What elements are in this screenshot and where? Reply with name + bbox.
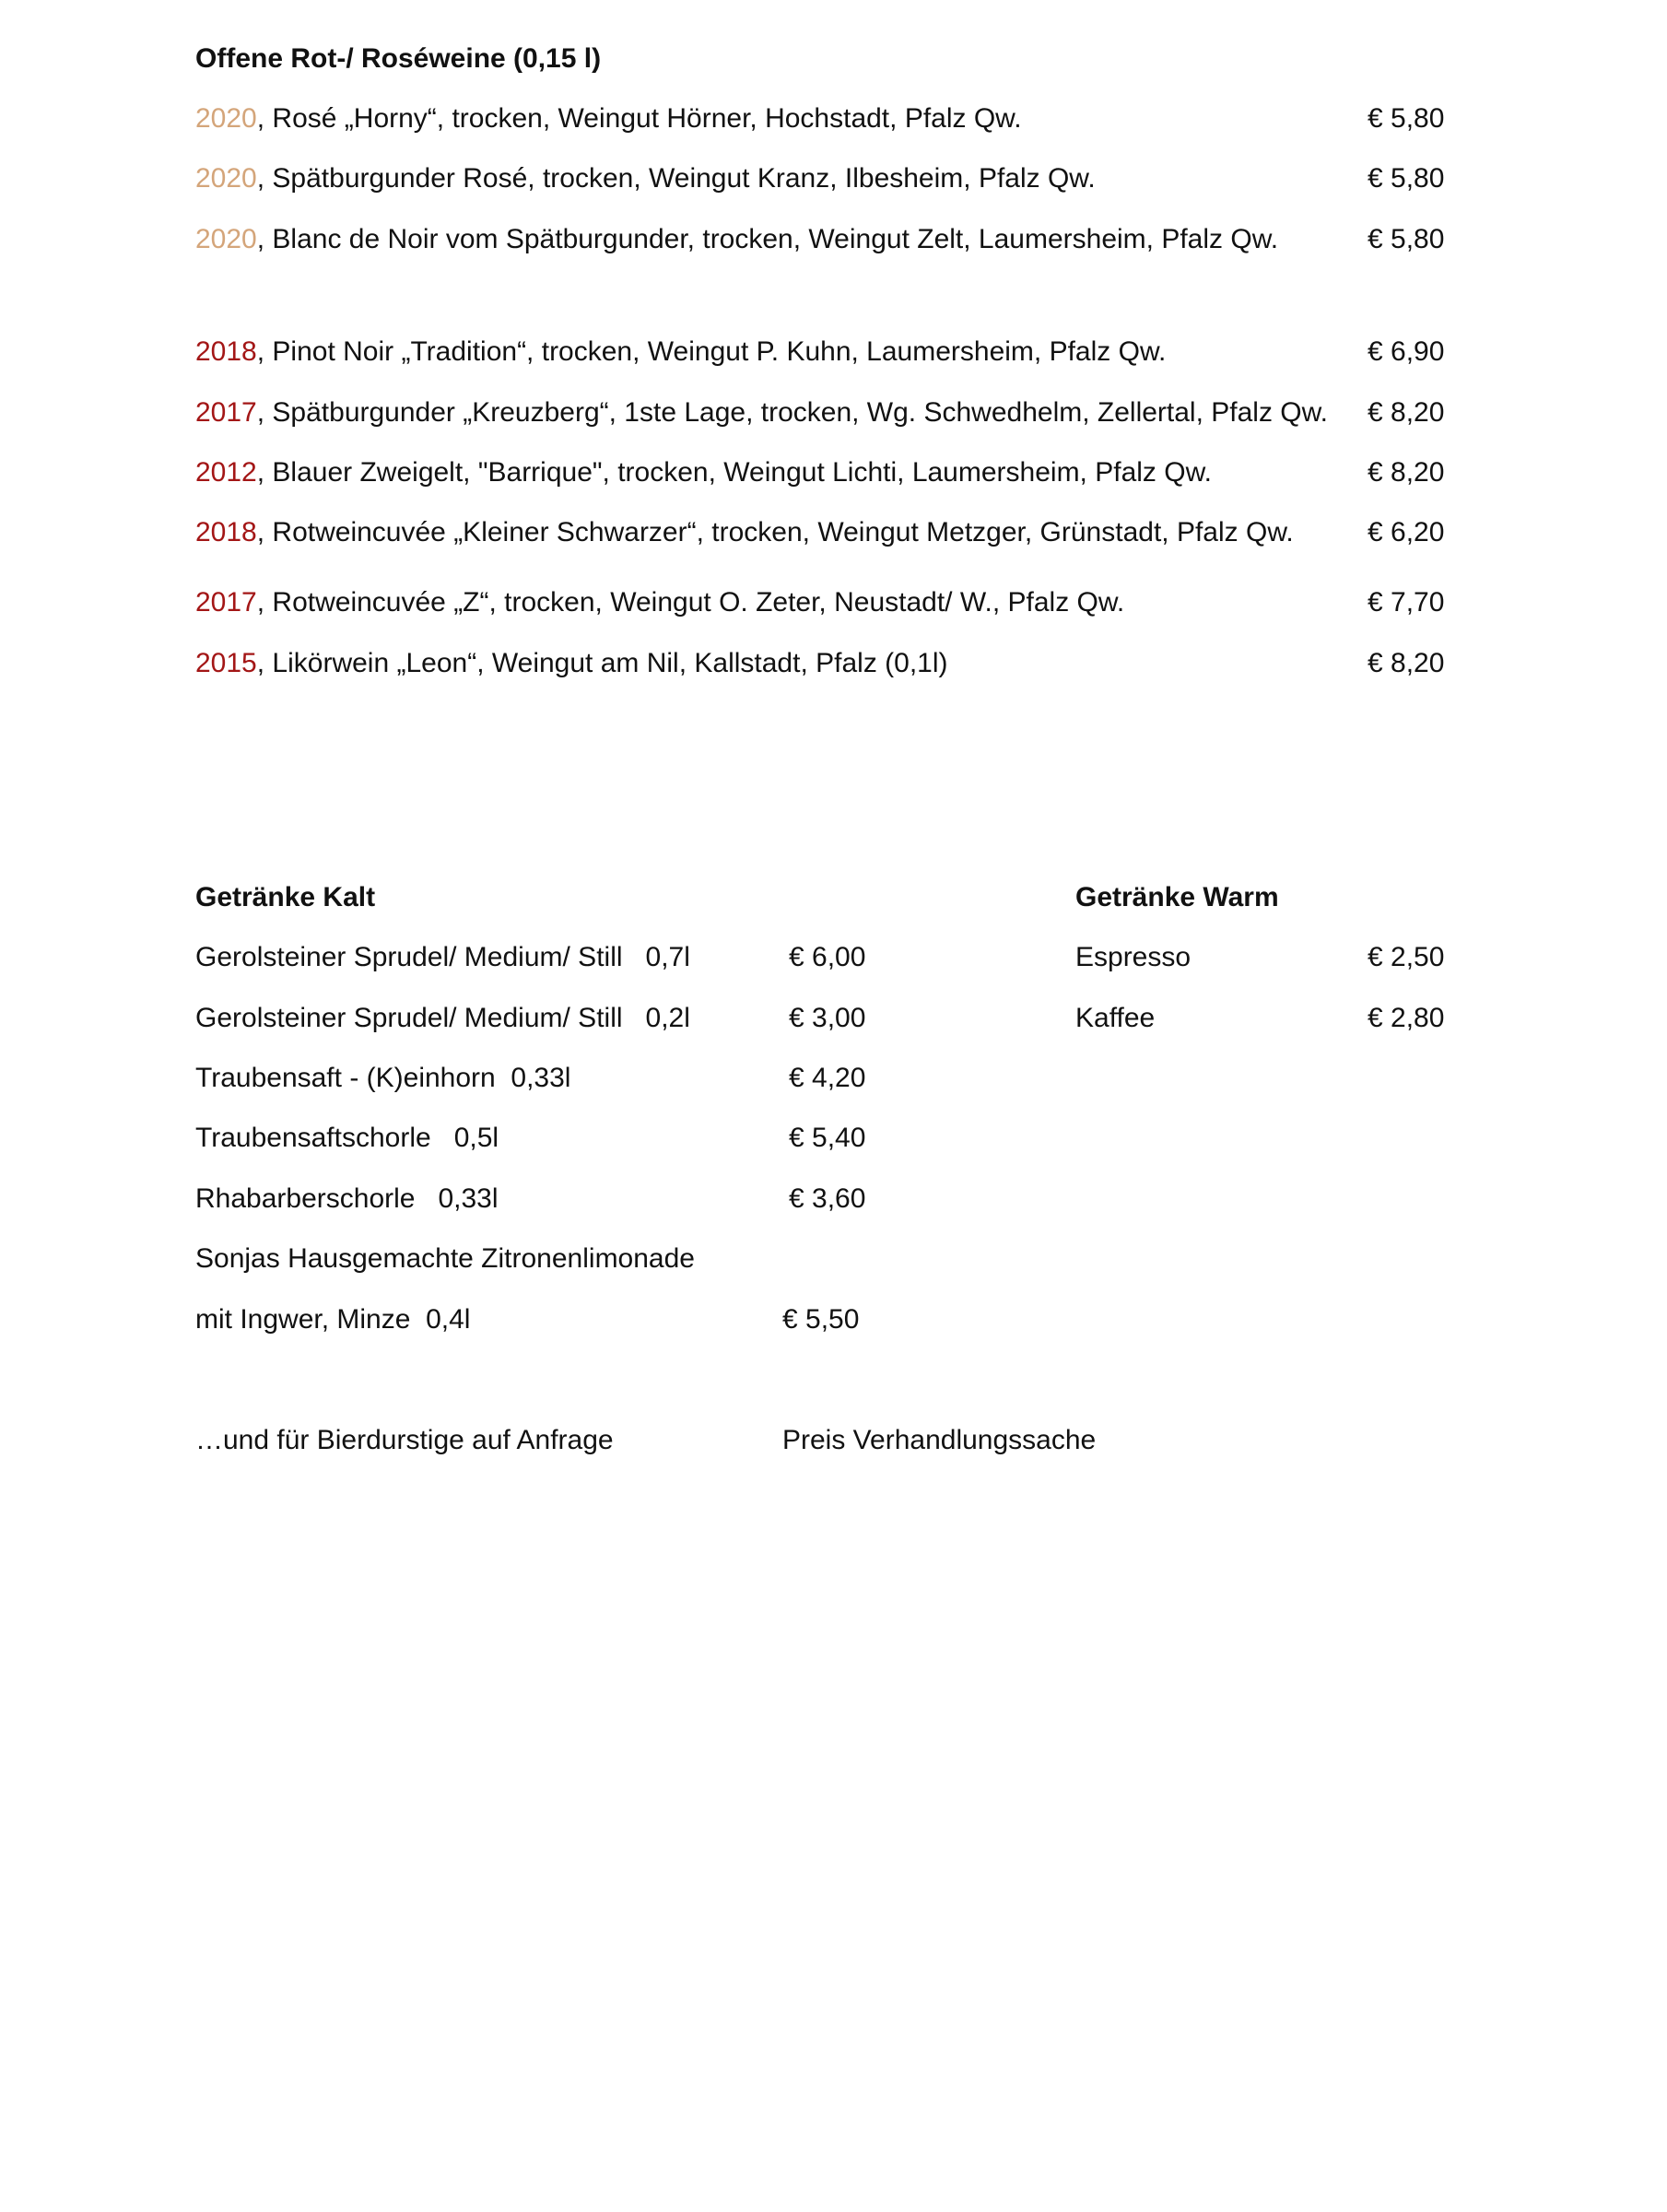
cold-drink-name: Rhabarberschorle 0,33l xyxy=(195,1183,499,1214)
wine-year: 2017 xyxy=(195,587,257,618)
beer-price-note: Preis Verhandlungssache xyxy=(782,1425,1097,1455)
wine-description: , Rotweincuvée „Kleiner Schwarzer“, trocken, Weingut Metzger, Grünstadt, Pfalz Qw. xyxy=(256,517,1294,547)
wine-description: , Likörwein „Leon“, Weingut am Nil, Kallstadt, Pfalz (0,1l) xyxy=(256,648,948,678)
wine-year: 2020 xyxy=(195,224,257,254)
cold-drink-price: € 3,00 xyxy=(789,1003,866,1033)
wine-price: € 5,80 xyxy=(1368,224,1445,254)
wine-description: , Rotweincuvée „Z“, trocken, Weingut O. Zeter, Neustadt/ W., Pfalz Qw. xyxy=(256,587,1125,618)
wine-year: 2015 xyxy=(195,648,257,678)
wine-price: € 6,90 xyxy=(1368,336,1445,367)
cold-drink-price: € 4,20 xyxy=(789,1063,866,1093)
wine-price: € 8,20 xyxy=(1368,457,1445,488)
wine-row xyxy=(195,223,1278,256)
warm-drink-price: € 2,80 xyxy=(1368,1003,1445,1033)
wine-price: € 5,80 xyxy=(1368,103,1445,134)
lemonade-name-line2: mit Ingwer, Minze 0,4l xyxy=(195,1304,471,1335)
wine-description: , Pinot Noir „Tradition“, trocken, Weingut P. Kuhn, Laumersheim, Pfalz Qw. xyxy=(256,336,1167,367)
wine-description: , Blauer Zweigelt, "Barrique", trocken, Weingut Lichti, Laumersheim, Pfalz Qw. xyxy=(256,457,1212,488)
cold-drink-name: Gerolsteiner Sprudel/ Medium/ Still 0,7l xyxy=(195,942,690,972)
wine-price: € 7,70 xyxy=(1368,587,1445,618)
wine-row xyxy=(195,516,1294,549)
wine-description: , Spätburgunder Rosé, trocken, Weingut Kranz, Ilbesheim, Pfalz Qw. xyxy=(256,163,1096,194)
wine-year: 2018 xyxy=(195,517,257,547)
wine-year: 2017 xyxy=(195,397,257,428)
wine-year: 2020 xyxy=(195,103,257,134)
warm-drink-name: Espresso xyxy=(1075,942,1192,972)
lemonade-name-line1: Sonjas Hausgemachte Zitronenlimonade xyxy=(195,1243,695,1274)
wine-row xyxy=(195,456,1212,489)
warm-drinks-title: Getränke Warm xyxy=(1075,882,1279,912)
wine-description: , Blanc de Noir vom Spätburgunder, trocken, Weingut Zelt, Laumersheim, Pfalz Qw. xyxy=(256,224,1279,254)
wine-year: 2012 xyxy=(195,457,257,488)
cold-drink-name: Traubensaftschorle 0,5l xyxy=(195,1123,499,1153)
wine-price: € 8,20 xyxy=(1368,648,1445,678)
wine-row xyxy=(195,102,1022,135)
cold-drink-price: € 5,40 xyxy=(789,1123,866,1153)
wine-section-title: Offene Rot-/ Roséweine (0,15 l) xyxy=(195,43,602,74)
wine-description: , Spätburgunder „Kreuzberg“, 1ste Lage, trocken, Wg. Schwedhelm, Zellertal, Pfalz Qw. xyxy=(256,397,1328,428)
wine-price: € 8,20 xyxy=(1368,397,1445,428)
cold-drink-name: Gerolsteiner Sprudel/ Medium/ Still 0,2l xyxy=(195,1003,690,1033)
cold-drink-name: Traubensaft - (K)einhorn 0,33l xyxy=(195,1063,571,1093)
wine-row xyxy=(195,335,1166,369)
warm-drink-name: Kaffee xyxy=(1075,1003,1156,1033)
wine-row xyxy=(195,396,1328,429)
wine-price: € 6,20 xyxy=(1368,517,1445,547)
cold-drink-price: € 6,00 xyxy=(789,942,866,972)
wine-description: , Rosé „Horny“, trocken, Weingut Hörner, Hochstadt, Pfalz Qw. xyxy=(256,103,1022,134)
wine-year: 2020 xyxy=(195,163,257,194)
lemonade-price: € 5,50 xyxy=(782,1304,860,1335)
beer-note: …und für Bierdurstige auf Anfrage xyxy=(195,1425,614,1455)
wine-row xyxy=(195,162,1096,195)
wine-row xyxy=(195,586,1124,619)
cold-drink-price: € 3,60 xyxy=(789,1183,866,1214)
cold-drinks-title: Getränke Kalt xyxy=(195,882,376,912)
wine-year: 2018 xyxy=(195,336,257,367)
wine-price: € 5,80 xyxy=(1368,163,1445,194)
wine-row xyxy=(195,647,948,680)
warm-drink-price: € 2,50 xyxy=(1368,942,1445,972)
